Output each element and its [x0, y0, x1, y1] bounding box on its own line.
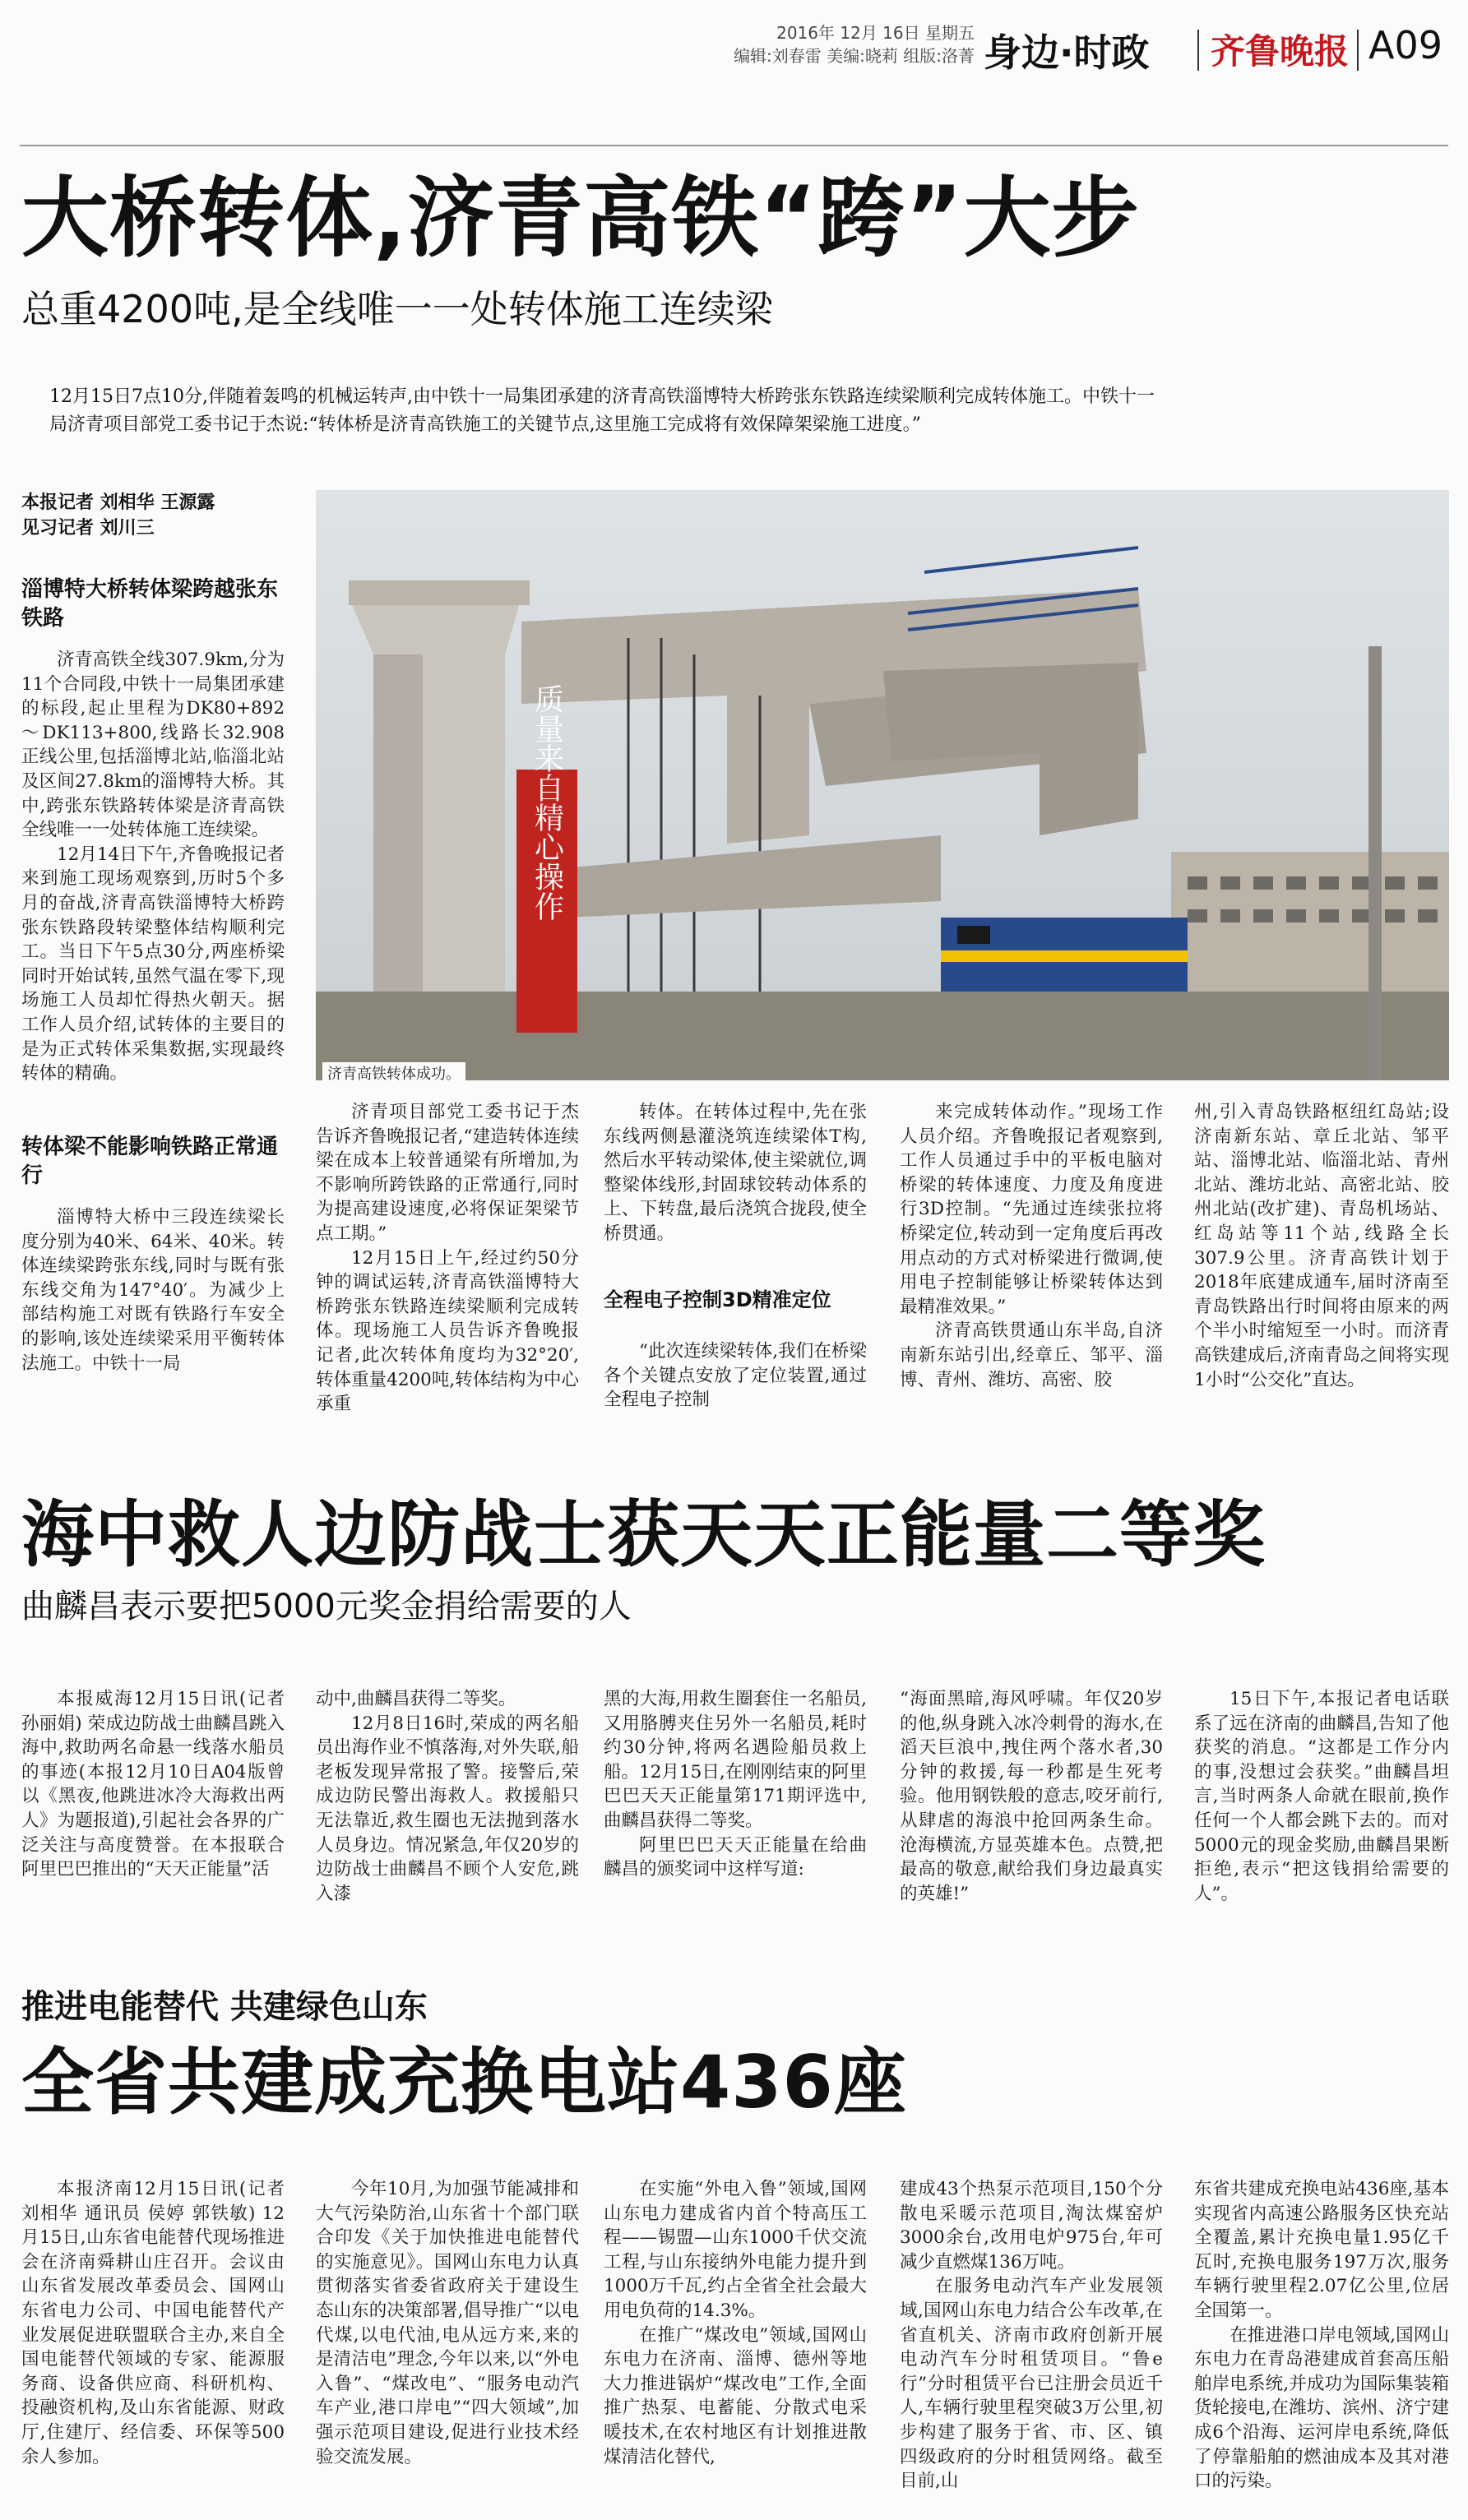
story1-subheadline: 总重4200吨,是全线唯一一处转体施工连续梁 [21, 287, 773, 331]
paragraph: 来完成转体动作。”现场工作人员介绍。齐鲁晚报记者观察到,工作人员通过手中的平板电脑对桥梁的转体速度、力度及角度进行3D控制。“先通过连续张拉将桥梁定位,转动到一定角度后再改用点动的方式对桥梁进行微调,使用电子控制能够让桥梁转体达到最精准效果。” [900, 1102, 1163, 1317]
story2-column-1 [21, 1687, 285, 1930]
paragraph: 今年10月,为加强节能减排和大气污染防治,山东省十个部门联合印发《关于加快推进电能替代的实施意见》。国网山东电力认真贯彻落实省委省政府关于建设生态山东的决策部署,倡导推广“以电代煤,以电代油,电从远方来,来的是清洁电”理念,今年以来,以“外电入鲁”、“煤改电”、“服务电动汽车产业,港口岸电”“四大领域”,加强示范项目建设,促进行业技术经验交流发展。 [316, 2179, 579, 2467]
header-divider [1197, 30, 1199, 71]
paragraph: 济青高铁全线307.9km,分为11个合同段,中铁十一局集团承建的标段,起止里程为DK80+892～DK113+800,线路长32.908正线公里,包括淄博北站,临淄北站及区间27.8km的淄博特大桥。其中,跨张东铁路转体梁是济青高铁全线唯一一处转体施工连续梁。 [21, 650, 285, 841]
story1-column-2 [316, 1100, 579, 1427]
top-rule [20, 145, 1448, 146]
paragraph: 本报威海12月15日讯(记者 孙丽娟) 荣成边防战士曲麟昌跳入海中,救助两名命悬一线落水船员的事迹(本报12月10日A04版曾以《黑夜,他跳进冰冷大海救出两人》为题报道),引起社会各界的广泛关注与高度赞誉。在本报联合阿里巴巴推出的“天天正能量”活 [21, 1689, 285, 1880]
story1-col1c-text [21, 1205, 285, 1449]
paragraph: 黑的大海,用救生圈套住一名船员,又用胳膊夹住另外一名船员,耗时约30分钟,将两名遇险船员救上船。12月15日,在刚刚结束的阿里巴巴天天正能量第171期评选中,曲麟昌获得二等奖。 [604, 1689, 867, 1831]
paragraph: 阿里巴巴天天正能量在给曲麟昌的颁奖词中这样写道: [604, 1834, 867, 1880]
story2-column-2 [316, 1687, 579, 1930]
section-title: 身边·时政 [984, 30, 1150, 75]
paragraph: 济青高铁贯通山东半岛,自济南新东站引出,经章丘、邹平、淄博、青州、潍坊、高密、胶 [900, 1320, 1163, 1390]
story2-subheadline: 曲麟昌表示要把5000元奖金捐给需要的人 [21, 1588, 632, 1625]
photo-caption: 济青高铁转体成功。 [322, 1062, 465, 1084]
story1-column-5 [1194, 1100, 1449, 1427]
story1-column-3 [604, 1100, 867, 1415]
story1-byline [21, 490, 293, 541]
story1-col1-text [21, 648, 285, 1118]
bridge-photo-graphic [316, 490, 1449, 1080]
story2-column-4 [900, 1687, 1163, 1930]
story3-column-4 [900, 2177, 1163, 2506]
editor-line: 编辑:刘春雷 美编:晓莉 组版:洛菁 [734, 46, 975, 66]
story2-column-5 [1194, 1687, 1449, 1930]
story1-subhead-1: 淄博特大桥转体梁跨越张东铁路 [21, 577, 279, 631]
paragraph: 淄博特大桥中三段连续梁长度分别为40米、64米、40米。转体连续梁跨张东线,同时与既有张东线交角为147°40′。为减少上部结构施工对既有铁路行车安全的影响,该处连续梁采用平衡转体法施工。中铁十一局 [21, 1207, 285, 1374]
header-divider [1357, 30, 1359, 71]
story1-column-4 [900, 1100, 1163, 1427]
paragraph: 12月15日上午,经过约50分钟的调试运转,济青高铁淄博特大桥跨张东铁路连续梁顺利完成转体。现场施工人员告诉齐鲁晚报记者,此次转体角度均为32°20′,转体重量4200吨,转体结构为中心承重 [316, 1247, 579, 1415]
story3-column-5 [1194, 2177, 1449, 2506]
page-number: A09 [1368, 23, 1443, 67]
story2-column-3 [604, 1687, 867, 1930]
paragraph: 转体。在转体过程中,先在张东线两侧悬灌浇筑连续梁体T构,然后水平转动梁体,使主梁就位,调整梁体线形,封固球铰转动体系的上、下转盘,最后浇筑合拢段,使全桥贯通。 [604, 1102, 867, 1244]
story1-subhead-2: 转体梁不能影响铁路正常通行 [21, 1135, 279, 1188]
paragraph: 15日下午,本报记者电话联系了远在济南的曲麟昌,告知了他获奖的消息。“这都是工作分内的事,没想过会获奖。”曲麟昌坦言,当时两条人命就在眼前,换作任何一个人都会跳下去的。而对5000元的现金奖励,曲麟昌果断拒绝,表示“把这钱捐给需要的人”。 [1194, 1689, 1449, 1904]
story1-col3-text [604, 1100, 867, 1273]
paragraph: 本报济南12月15日讯(记者 刘相华 通讯员 侯婷 郭铁敏) 12月15日,山东省电能替代现场推进会在济南舜耕山庄召开。会议由山东省发展改革委员会、国网山东省电力公司、中国电能替代产业发展促进联盟联合主办,来自全国电能替代领域的专家、能源服务商、设备供应商、科研机构、投融资机构,及山东省能源、财政厅,住建厅、经信委、环保等500余人参加。 [21, 2179, 285, 2467]
story1-col3b-text [604, 1339, 867, 1415]
story1-column-1 [21, 576, 285, 1449]
story2-headline: 海中救人边防战士获天天正能量二等奖 [21, 1492, 1267, 1577]
paragraph: 12月14日下午,齐鲁晚报记者来到施工现场观察到,历时5个多月的奋战,济青高铁淄博特大桥跨张东铁路段转梁整体结构顺利完工。当日下午5点30分,两座桥梁同时开始试转,虽然气温在零下,现场施工人员却忙得热火朝天。据工作人员介绍,试转体的主要目的是为正式转体采集数据,实现最终转体的精确。 [21, 844, 285, 1084]
paragraph: 在实施“外电入鲁”领域,国网山东电力建成省内首个特高压工程——锡盟—山东1000千伏交流工程,与山东接纳外电能力提升到1000万千瓦,约占全省全社会最大用电负荷的14.3%。 [604, 2179, 867, 2321]
intern-line: 见习记者 刘川三 [21, 518, 155, 539]
paragraph: 12月8日16时,荣成的两名船员出海作业不慎落海,对外失联,船老板发现异常报了警。接警后,荣成边防民警出海救人。救援船只无法靠近,救生圈也无法抛到落水人员身边。情况紧急,年仅20岁的边防战士曲麟昌不顾个人安危,跳入漆 [316, 1713, 579, 1904]
story1-subhead-3: 全程电子控制3D精准定位 [604, 1288, 831, 1311]
story3-kicker: 推进电能替代 共建绿色山东 [21, 1988, 428, 2026]
reporter-line: 本报记者 刘相华 王源露 [21, 492, 215, 513]
paragraph: 动中,曲麟昌获得二等奖。 [316, 1689, 516, 1709]
masthead-meta [526, 21, 975, 67]
paragraph: 在推进港口岸电领域,国网山东电力在青岛港建成首套高压船舶岸电系统,并成功为国际集装箱货轮接电,在潍坊、滨州、济宁建成6个沿海、运河岸电系统,降低了停靠船舶的燃油成本及其对港口的污染。 [1194, 2324, 1449, 2492]
paragraph: “海面黑暗,海风呼啸。年仅20岁的他,纵身跳入冰冷刺骨的海水,在滔天巨浪中,拽住两个落水者,30分钟的救援,每一秒都是生死考验。他用钢铁般的意志,咬牙前行,从肆虐的海浪中抢回两条生命。沧海横流,方显英雄本色。点赞,把最高的敬意,献给我们身边最真实的英雄!” [900, 1689, 1163, 1904]
banner-text: 质量来自精心操作 [530, 684, 564, 921]
paragraph: “此次连续梁转体,我们在桥梁各个关键点安放了定位装置,通过全程电子控制 [604, 1341, 867, 1411]
date-line: 2016年 12月 16日 星期五 [776, 23, 975, 43]
newspaper-logo: 齐鲁晚报 [1211, 31, 1350, 72]
paragraph: 州,引入青岛铁路枢纽红岛站;设济南新东站、章丘北站、邹平站、淄博北站、临淄北站、青州北站、潍坊北站、高密北站、胶州北站(改扩建)、青岛机场站、红岛站等11个站,线路全长307.9公里。济青高铁计划于2018年底建成通车,届时济南至青岛铁路出行时间将由原来的两个半小时缩短至一小时。而济青高铁建成后,济南青岛之间将实现1小时“公交化”直达。 [1194, 1102, 1449, 1390]
paragraph: 在推广“煤改电”领域,国网山东电力在济南、淄博、德州等地大力推进锅炉“煤改电”工作,全面推广热泵、电蓄能、分散式电采暖技术,在农村地区有计划推进散煤清洁化替代, [604, 2324, 867, 2467]
story1-lead: 12月15日7点10分,伴随着轰鸣的机械运转声,由中铁十一局集团承建的济青高铁淄博特大桥跨张东铁路连续梁顺利完成转体施工。中铁十一局济青项目部党工委书记于杰说:“转体桥是济青高铁施工的关键节点,这里施工完成将有效保障架梁施工进度。” [49, 386, 1155, 435]
paragraph: 东省共建成充换电站436座,基本实现省内高速公路服务区快充站全覆盖,累计充换电量1.95亿千瓦时,充换电服务197万次,服务车辆行驶里程2.07亿公里,位居全国第一。 [1194, 2179, 1449, 2321]
paragraph: 在服务电动汽车产业发展领域,国网山东电力结合公车改革,在省直机关、济南市政府创新开展电动汽车分时租赁项目。“鲁e行”分时租赁平台已注册会员近千人,车辆行驶里程突破3万公里,初步构建了服务于省、市、区、镇四级政府的分时租赁网络。截至目前,山 [900, 2276, 1163, 2492]
story1-headline: 大桥转体,济青高铁“跨”大步 [21, 168, 1140, 269]
paragraph: 济青项目部党工委书记于杰告诉齐鲁晚报记者,“建造转体连续梁在成本上较普通梁有所增加,为不影响所跨铁路的正常通行,同时为提高建设速度,必将保证架梁节点工期。” [316, 1102, 579, 1244]
story3-column-2 [316, 2177, 579, 2506]
bridge-photo [316, 490, 1449, 1080]
story3-headline: 全省共建成充换电站436座 [21, 2040, 907, 2125]
story3-column-1 [21, 2177, 285, 2506]
story3-column-3 [604, 2177, 867, 2506]
paragraph: 建成43个热泵示范项目,150个分散电采暖示范项目,淘汰煤窑炉3000余台,改用电炉975台,年可减少直燃煤136万吨。 [900, 2179, 1163, 2273]
